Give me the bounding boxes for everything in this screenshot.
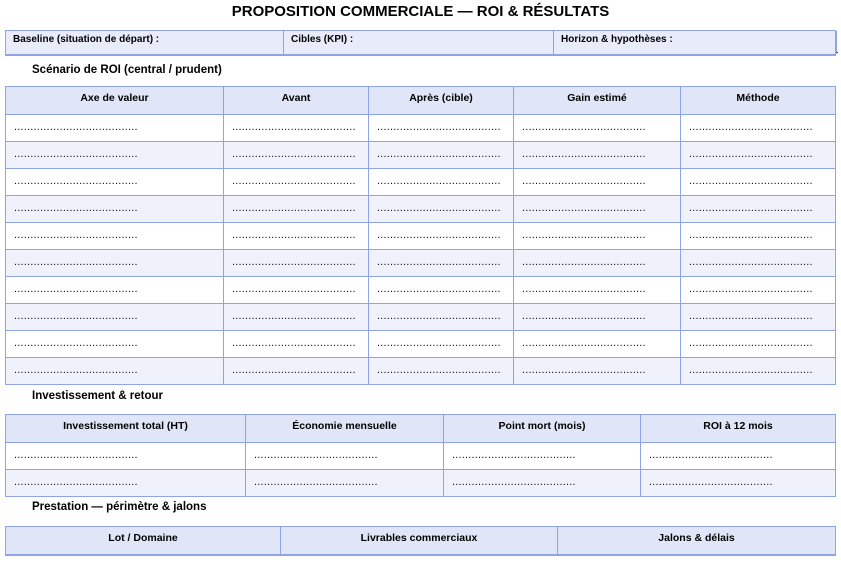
dotted-leader: ...................................... — [689, 121, 813, 133]
dotted-leader: ...................................... — [232, 256, 356, 268]
dotted-leader: ...................................... — [377, 148, 501, 160]
placeholder-cell[interactable] — [514, 331, 681, 357]
table-row — [6, 358, 835, 384]
placeholder-cell[interactable] — [514, 142, 681, 168]
placeholder-cell[interactable] — [246, 443, 444, 469]
invest-col-header-economie: Économie mensuelle — [246, 415, 444, 442]
placeholder-cell[interactable] — [6, 443, 246, 469]
placeholder-cell[interactable] — [6, 115, 224, 141]
prestation-table — [5, 526, 836, 556]
placeholder-cell[interactable] — [224, 142, 369, 168]
invest-table-header-row — [6, 415, 835, 443]
roi-table-header-row — [6, 87, 835, 115]
invest-col-header-total: Investissement total (HT) — [6, 415, 246, 442]
prestation-col-header-lot: Lot / Domaine — [6, 527, 281, 554]
roi-section-heading: Scénario de ROI (central / prudent) — [32, 64, 222, 76]
placeholder-cell[interactable] — [6, 142, 224, 168]
dotted-leader: ...................................... — [232, 229, 356, 241]
dotted-leader: ...................................... — [14, 337, 138, 349]
dotted-leader: ...................................... — [14, 283, 138, 295]
placeholder-cell[interactable] — [369, 304, 514, 330]
dotted-leader: ...................................... — [689, 337, 813, 349]
dotted-leader: ...................................... — [689, 175, 813, 187]
dotted-leader: ...................................... — [232, 337, 356, 349]
prestation-table-header-row — [6, 527, 835, 555]
dotted-leader: ...................................... — [522, 337, 646, 349]
dotted-leader: ...................................... — [14, 202, 138, 214]
placeholder-cell[interactable] — [224, 115, 369, 141]
dotted-leader: ...................................... — [689, 256, 813, 268]
roi-col-header-gain: Gain estimé — [514, 87, 681, 114]
placeholder-cell[interactable] — [444, 443, 641, 469]
table-row — [6, 115, 835, 142]
placeholder-cell[interactable] — [369, 142, 514, 168]
placeholder-cell[interactable] — [681, 169, 835, 195]
placeholder-cell[interactable] — [369, 277, 514, 303]
placeholder-cell[interactable] — [369, 331, 514, 357]
prestation-col-header-livrables: Livrables commerciaux — [281, 527, 558, 554]
placeholder-cell[interactable] — [369, 250, 514, 276]
placeholder-cell[interactable] — [681, 196, 835, 222]
roi-col-header-methode: Méthode — [736, 92, 780, 104]
roi-col-header-apres: Après (cible) — [369, 87, 514, 114]
dotted-leader: ...................................... — [14, 175, 138, 187]
dotted-leader: ...................................... — [254, 449, 378, 461]
placeholder-cell[interactable] — [224, 223, 369, 249]
placeholder-cell[interactable] — [6, 250, 224, 276]
dotted-leader: ...................................... — [452, 449, 576, 461]
dotted-leader: ...................................... — [232, 202, 356, 214]
prestation-col-header-jalons: Jalons & délais — [658, 532, 735, 544]
placeholder-cell[interactable] — [514, 250, 681, 276]
table-row — [6, 250, 835, 277]
placeholder-cell[interactable] — [444, 470, 641, 496]
dotted-leader: ...................................... — [377, 256, 501, 268]
dotted-leader: ...................................... — [377, 337, 501, 349]
placeholder-cell[interactable] — [514, 304, 681, 330]
dotted-leader: ...................................... — [522, 229, 646, 241]
table-row — [6, 196, 835, 223]
dotted-leader: ...................................... — [377, 121, 501, 133]
placeholder-cell[interactable] — [681, 250, 835, 276]
placeholder-cell[interactable] — [6, 223, 224, 249]
table-row — [6, 443, 835, 470]
dotted-leader: ...................................... — [14, 229, 138, 241]
dotted-leader: ...................................... — [522, 283, 646, 295]
invest-table — [5, 414, 836, 497]
dotted-leader: ...................................... — [14, 476, 138, 488]
dotted-leader: ...................................... — [689, 148, 813, 160]
placeholder-cell[interactable] — [681, 358, 835, 384]
invest-col-header-pointmort: Point mort (mois) — [444, 415, 641, 442]
table-row — [6, 169, 835, 196]
baseline-field-label: Baseline (situation de départ) : — [13, 34, 160, 45]
placeholder-cell[interactable] — [224, 331, 369, 357]
dotted-leader: ...................................... — [232, 121, 356, 133]
dotted-leader: ...................................... — [452, 476, 576, 488]
dotted-leader: ...................................... — [377, 175, 501, 187]
placeholder-cell[interactable] — [6, 331, 224, 357]
placeholder-cell[interactable] — [6, 169, 224, 195]
placeholder-cell[interactable] — [6, 358, 224, 384]
table-row — [6, 470, 835, 496]
baseline-bar-table — [5, 30, 836, 56]
baseline-bar-row — [6, 31, 835, 55]
dotted-leader: ...................................... — [689, 310, 813, 322]
placeholder-cell[interactable] — [224, 196, 369, 222]
horizon-field-label: Horizon & hypothèses : — [561, 34, 673, 45]
dotted-leader: ...................................... — [14, 256, 138, 268]
dotted-leader: ...................................... — [377, 283, 501, 295]
dotted-leader: ...................................... — [14, 364, 138, 376]
placeholder-cell[interactable] — [6, 470, 246, 496]
dotted-leader: ...................................... — [689, 364, 813, 376]
placeholder-cell[interactable] — [369, 358, 514, 384]
placeholder-cell[interactable] — [224, 304, 369, 330]
placeholder-cell[interactable] — [681, 304, 835, 330]
table-row — [6, 277, 835, 304]
baseline-field[interactable] — [6, 31, 284, 54]
dotted-leader: ...................................... — [14, 449, 138, 461]
placeholder-cell[interactable] — [514, 358, 681, 384]
dotted-leader: ...................................... — [522, 175, 646, 187]
stray-period-mark: . — [836, 45, 839, 56]
placeholder-cell[interactable] — [641, 470, 835, 496]
placeholder-cell[interactable] — [681, 331, 835, 357]
placeholder-cell[interactable] — [369, 223, 514, 249]
roi-table-body — [6, 115, 835, 384]
dotted-leader: ...................................... — [14, 121, 138, 133]
placeholder-cell[interactable] — [224, 277, 369, 303]
placeholder-cell[interactable] — [224, 358, 369, 384]
dotted-leader: ...................................... — [689, 229, 813, 241]
prestation-section-heading: Prestation — périmètre & jalons — [32, 501, 207, 513]
dotted-leader: ...................................... — [377, 310, 501, 322]
kpi-targets-field-label: Cibles (KPI) : — [291, 34, 354, 45]
dotted-leader: ...................................... — [14, 148, 138, 160]
placeholder-cell[interactable] — [369, 115, 514, 141]
table-row — [6, 223, 835, 250]
dotted-leader: ...................................... — [377, 364, 501, 376]
dotted-leader: ...................................... — [649, 476, 773, 488]
placeholder-cell[interactable] — [224, 250, 369, 276]
placeholder-cell[interactable] — [681, 142, 835, 168]
placeholder-cell[interactable] — [369, 169, 514, 195]
placeholder-cell[interactable] — [6, 304, 224, 330]
dotted-leader: ...................................... — [689, 283, 813, 295]
table-row — [6, 331, 835, 358]
placeholder-cell[interactable] — [681, 115, 835, 141]
dotted-leader: ...................................... — [377, 202, 501, 214]
dotted-leader: ...................................... — [14, 310, 138, 322]
dotted-leader: ...................................... — [232, 364, 356, 376]
placeholder-cell[interactable] — [6, 277, 224, 303]
placeholder-cell[interactable] — [369, 196, 514, 222]
dotted-leader: ...................................... — [232, 175, 356, 187]
dotted-leader: ...................................... — [377, 229, 501, 241]
placeholder-cell[interactable] — [681, 223, 835, 249]
dotted-leader: ...................................... — [522, 256, 646, 268]
dotted-leader: ...................................... — [232, 148, 356, 160]
kpi-targets-field[interactable] — [284, 31, 554, 54]
roi-table — [5, 86, 836, 385]
dotted-leader: ...................................... — [522, 148, 646, 160]
dotted-leader: ...................................... — [232, 310, 356, 322]
dotted-leader: ...................................... — [254, 476, 378, 488]
placeholder-cell[interactable] — [514, 169, 681, 195]
placeholder-cell[interactable] — [514, 223, 681, 249]
placeholder-cell[interactable] — [6, 196, 224, 222]
dotted-leader: ...................................... — [522, 202, 646, 214]
placeholder-cell[interactable] — [514, 115, 681, 141]
placeholder-cell[interactable] — [641, 443, 835, 469]
dotted-leader: ...................................... — [689, 202, 813, 214]
dotted-leader: ...................................... — [232, 283, 356, 295]
invest-table-body — [6, 443, 835, 496]
dotted-leader: ...................................... — [522, 310, 646, 322]
placeholder-cell[interactable] — [246, 470, 444, 496]
dotted-leader: ...................................... — [522, 121, 646, 133]
document-page — [5, 0, 836, 556]
roi-col-header-avant: Avant — [224, 87, 369, 114]
placeholder-cell[interactable] — [681, 277, 835, 303]
dotted-leader: ...................................... — [649, 449, 773, 461]
placeholder-cell[interactable] — [224, 169, 369, 195]
placeholder-cell[interactable] — [514, 277, 681, 303]
dotted-leader: ...................................... — [522, 364, 646, 376]
horizon-field[interactable] — [554, 31, 837, 54]
table-row — [6, 142, 835, 169]
roi-col-header-axe: Axe de valeur — [6, 87, 224, 114]
invest-section-heading: Investissement & retour — [32, 390, 164, 402]
table-row — [6, 304, 835, 331]
invest-col-header-roi12: ROI à 12 mois — [703, 420, 773, 432]
document-title: PROPOSITION COMMERCIALE — ROI & RÉSULTATS — [231, 3, 610, 20]
placeholder-cell[interactable] — [514, 196, 681, 222]
